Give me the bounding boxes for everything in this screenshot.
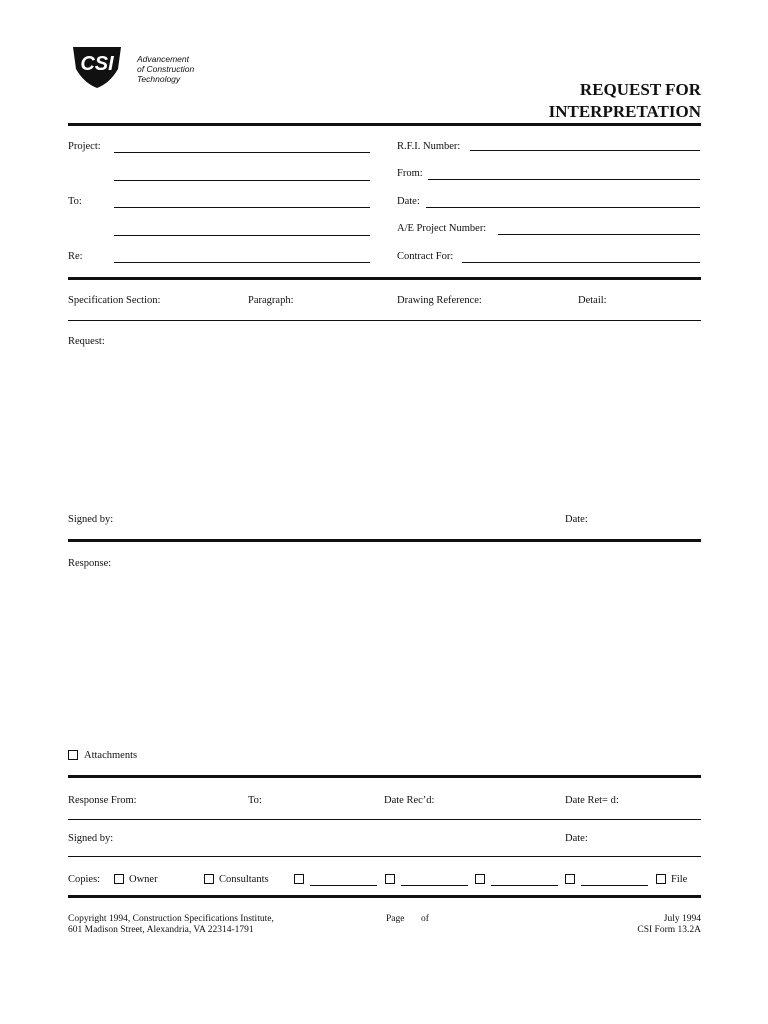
form-number: CSI Form 13.2A [637,925,701,935]
date-ret-label: Date Ret= d: [565,795,619,806]
routing-signed-by-label: Signed by: [68,833,114,844]
to-label: To: [68,196,82,207]
response-area[interactable] [68,574,701,742]
logo-tagline-2: of Construction [137,64,195,74]
response-from-label: Response From: [68,795,137,806]
drawing-reference-label: Drawing Reference: [397,295,482,306]
copy-blank-2-field[interactable] [401,885,468,886]
detail-label: Detail: [578,295,607,306]
re-field[interactable] [114,262,370,263]
ae-project-number-label: A/E Project Number: [397,223,487,234]
from-label: From: [397,168,423,179]
copy-blank-1-field[interactable] [310,885,377,886]
date-field[interactable] [426,207,700,208]
owner-label: Owner [129,874,158,885]
copy-blank-3-field[interactable] [491,885,558,886]
copy-blank-2-checkbox[interactable] [385,874,395,884]
footer-date: July 1994 [663,914,701,924]
copyright-line-2: 601 Madison Street, Alexandria, VA 22314-1791 [68,925,254,935]
project-field[interactable] [114,152,370,153]
attachments-checkbox[interactable] [68,750,78,760]
copies-label: Copies: [68,874,101,885]
to-field[interactable] [114,207,370,208]
consultants-checkbox[interactable] [204,874,214,884]
rfi-number-label: R.F.I. Number: [397,141,461,152]
copy-blank-4-field[interactable] [581,885,648,886]
page-label: Page [386,914,405,924]
to-field-line-2[interactable] [114,235,370,236]
contract-for-field[interactable] [462,262,700,263]
copy-blank-1-checkbox[interactable] [294,874,304,884]
title-line-2: INTERPRETATION [548,102,701,121]
copy-blank-4-checkbox[interactable] [565,874,575,884]
response-label: Response: [68,558,112,569]
of-label: of [421,914,429,924]
owner-checkbox[interactable] [114,874,124,884]
rfi-number-field[interactable] [470,150,700,151]
ae-project-number-field[interactable] [498,234,700,235]
header-divider [68,123,701,126]
copyright-line-1: Copyright 1994, Construction Specifications Institute, [68,914,274,924]
request-date-label: Date: [565,514,588,525]
attachments-label: Attachments [84,750,138,761]
response-divider [68,775,701,778]
paragraph-label: Paragraph: [248,295,294,306]
date-label: Date: [397,196,420,207]
date-recd-label: Date Rec’d: [384,795,435,806]
copy-blank-3-checkbox[interactable] [475,874,485,884]
consultants-label: Consultants [219,874,269,885]
project-field-line-2[interactable] [114,180,370,181]
logo-tagline-1: Advancement [137,54,189,64]
copies-divider [68,895,701,898]
title-line-1: REQUEST FOR [579,80,701,99]
request-signed-by-label: Signed by: [68,514,114,525]
logo-tagline-3: Technology [137,74,181,84]
signed-divider [68,856,701,857]
csi-logo-icon [70,43,124,89]
re-label: Re: [68,251,83,262]
routing-to-label: To: [248,795,262,806]
request-label: Request: [68,336,105,347]
spec-section-label: Specification Section: [68,295,161,306]
from-field[interactable] [428,179,700,180]
file-checkbox[interactable] [656,874,666,884]
project-label: Project: [68,141,101,152]
contract-for-label: Contract For: [397,251,454,262]
file-label: File [671,874,688,885]
routing-date-label: Date: [565,833,588,844]
request-divider [68,539,701,542]
svg-text:CSI: CSI [80,53,114,75]
reference-divider [68,320,701,321]
fields-divider [68,277,701,280]
request-area[interactable] [68,352,701,502]
routing-divider [68,819,701,820]
